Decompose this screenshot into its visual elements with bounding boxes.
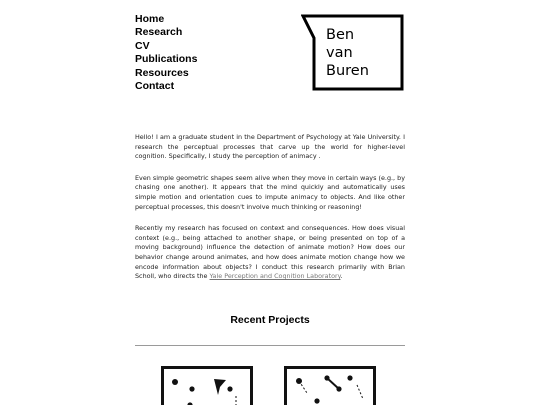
section-divider	[135, 345, 405, 346]
intro-paragraph-3	[135, 224, 405, 282]
logo-name	[326, 26, 369, 80]
connected-shapes-icon	[287, 369, 373, 405]
logo-line-last: Buren	[326, 63, 369, 79]
project-thumbnail-chasing[interactable]	[161, 366, 253, 405]
project-thumbnail-connected[interactable]	[284, 366, 376, 405]
intro-text	[135, 133, 405, 292]
logo-line-first: Ben	[326, 27, 355, 43]
nav-item-cv[interactable]: CV	[135, 39, 150, 52]
main-nav	[135, 13, 197, 93]
chasing-shapes-icon	[164, 369, 250, 405]
nav-item-resources[interactable]: Resources	[135, 66, 189, 79]
nav-item-research[interactable]: Research	[135, 26, 183, 39]
logo-line-middle: van	[326, 45, 353, 61]
intro-paragraph-2: Even simple geometric shapes seem alive when they move in certain ways (e.g., by chasing one another). It appears that the mind quickly and automatically uses simple motion and orientation cues to impute animacy to objects. And like other perceptual processes, this doesn't involve much thinking or reasoning!	[135, 173, 405, 211]
lab-link[interactable]: Yale Perception and Cognition Laboratory	[209, 272, 341, 281]
intro-paragraph-1: Hello! I am a graduate student in the Department of Psychology at Yale University. I research the perceptual processes that carve up the world for higher-level cognition. Specifically, I study the perception of animacy .	[135, 133, 405, 161]
intro-paragraph-3-text: Recently my research has focused on context and consequences. How does visual context (e.g., being attached to another shape, or being presented on top of a moving background) influence the detection of animate motion? How does our behavior change around animates, and how does animate motion change how we encode information about objects? I conduct this research primarily with Brian Scholl, who directs the	[135, 224, 405, 281]
intro-paragraph-3-end: .	[340, 272, 343, 281]
nav-item-publications[interactable]: Publications	[135, 53, 198, 66]
site-logo[interactable]	[301, 14, 407, 92]
nav-item-home[interactable]: Home	[135, 13, 165, 25]
nav-item-contact[interactable]: Contact	[135, 80, 175, 93]
recent-projects-heading: Recent Projects	[230, 314, 310, 326]
